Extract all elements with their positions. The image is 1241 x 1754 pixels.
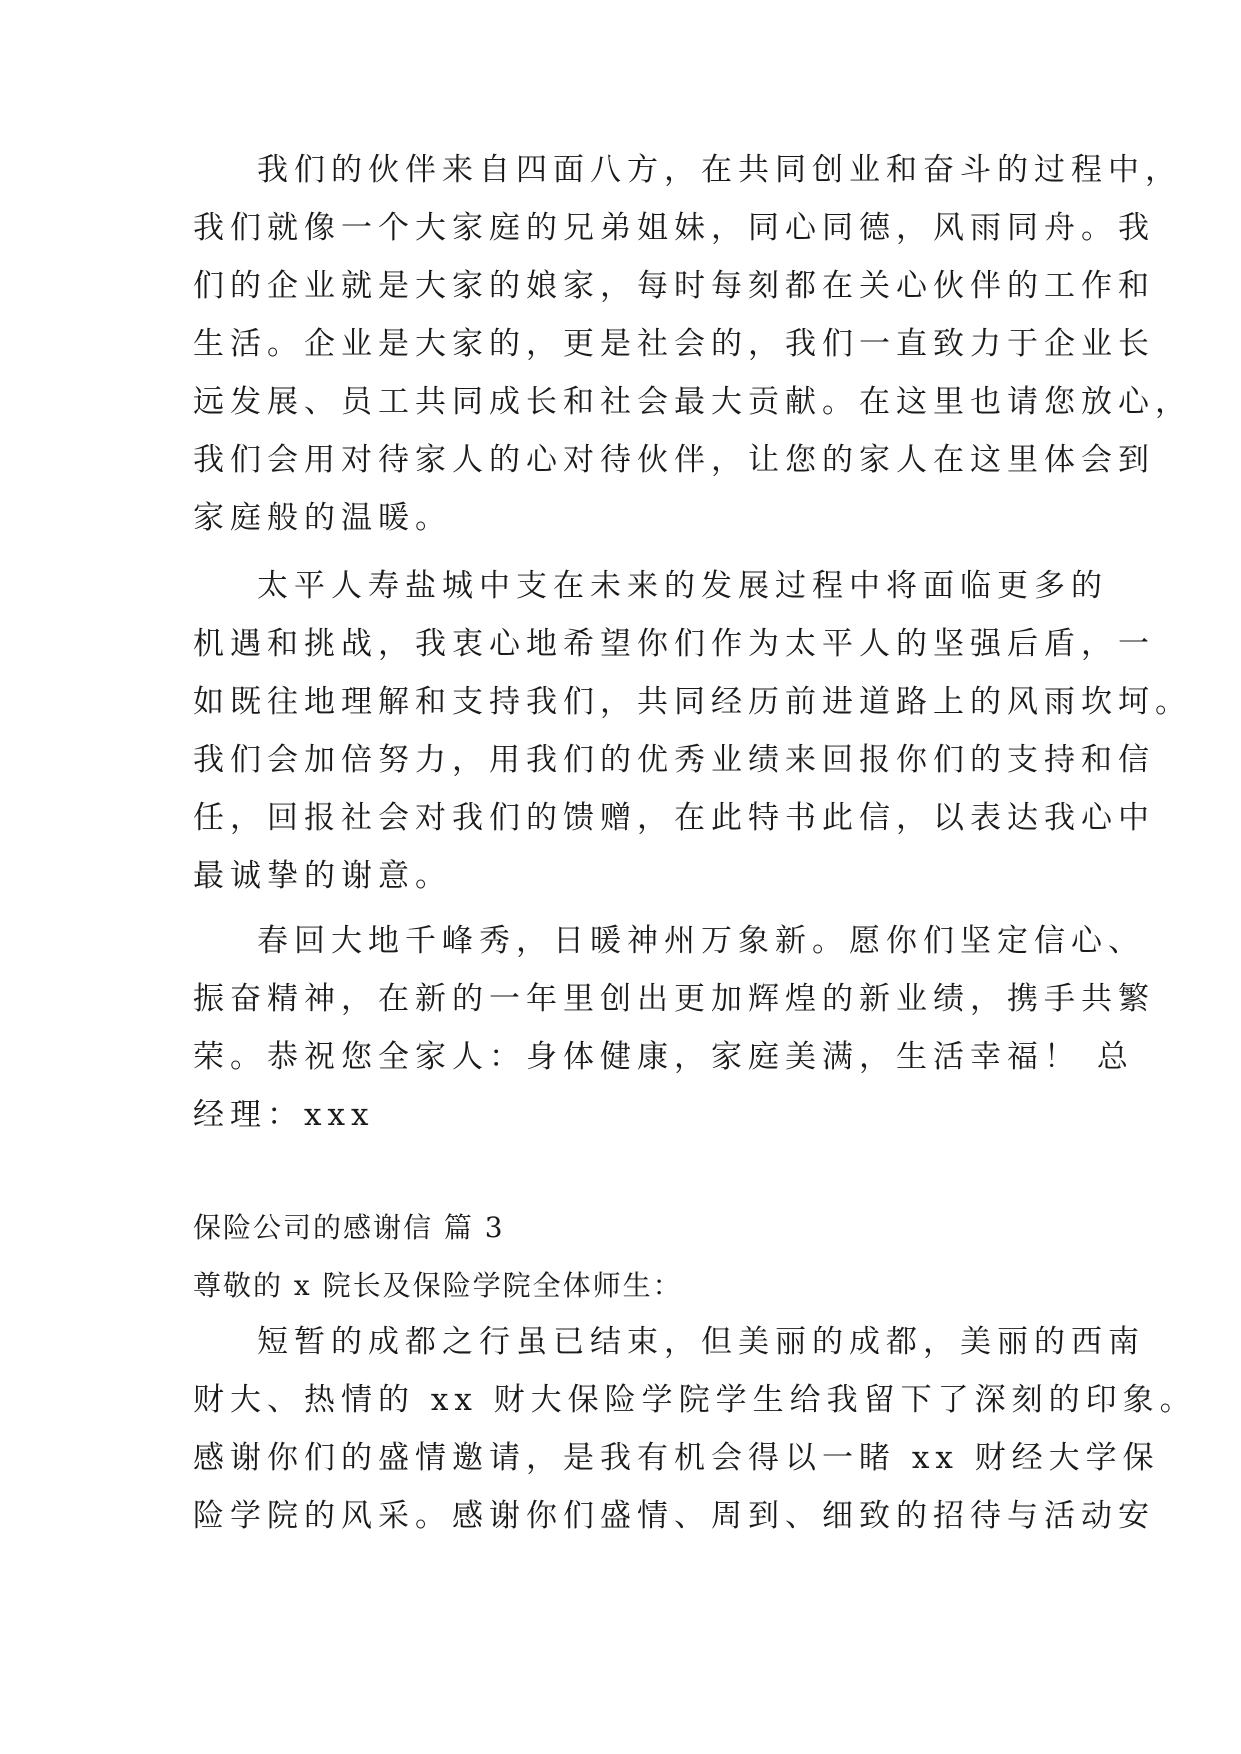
paragraph-3-line-3: 荣。恭祝您全家人：身体健康，家庭美满，生活幸福！ 总 [193,1039,1134,1075]
paragraph-2-line-5: 任，回报社会对我们的馈赠，在此特书此信，以表达我心中 [193,800,1155,836]
paragraph-3-line-2: 振奋精神，在新的一年里创出更加辉煌的新业绩，携手共繁 [193,981,1155,1017]
paragraph-1-line-2: 我们就像一个大家庭的兄弟姐妹，同心同德，风雨同舟。我 [193,210,1155,246]
section-3-salutation: 尊敬的 x 院长及保险学院全体师生： [193,1269,683,1302]
paragraph-1-line-5: 远发展、员工共同成长和社会最大贡献。在这里也请您放心， [193,384,1192,420]
section-3-line-4: 险学院的风采。感谢你们盛情、周到、细致的招待与活动安 [193,1498,1155,1534]
paragraph-2-line-2: 机遇和挑战，我衷心地希望你们作为太平人的坚强后盾，一 [193,626,1155,662]
section-3-title: 保险公司的感谢信 篇 3 [193,1211,505,1244]
paragraph-2-line-4: 我们会加倍努力，用我们的优秀业绩来回报你们的支持和信 [193,742,1155,778]
paragraph-1-line-1: 我们的伙伴来自四面八方，在共同创业和奋斗的过程中， [257,152,1182,188]
section-3-line-1: 短暂的成都之行虽已结束，但美丽的成都，美丽的西南 [257,1324,1145,1360]
paragraph-1-line-3: 们的企业就是大家的娘家，每时每刻都在关心伙伴的工作和 [193,268,1155,304]
paragraph-3-line-1: 春回大地千峰秀，日暖神州万象新。愿你们坚定信心、 [257,923,1145,959]
paragraph-1-line-7: 家庭般的温暖。 [193,500,452,536]
paragraph-3-line-4: 经理：xxx [193,1097,375,1133]
section-3-line-2: 财大、热情的 xx 财大保险学院学生给我留下了深刻的印象。 [193,1382,1197,1418]
section-3-line-3: 感谢你们的盛情邀请，是我有机会得以一睹 xx 财经大学保 [193,1440,1160,1476]
paragraph-1-line-4: 生活。企业是大家的，更是社会的，我们一直致力于企业长 [193,326,1155,362]
paragraph-1-line-6: 我们会用对待家人的心对待伙伴，让您的家人在这里体会到 [193,442,1155,478]
paragraph-2-line-6: 最诚挚的谢意。 [193,858,452,894]
paragraph-2-line-3: 如既往地理解和支持我们，共同经历前进道路上的风雨坎坷。 [193,684,1192,720]
paragraph-2-line-1: 太平人寿盐城中支在未来的发展过程中将面临更多的 [257,568,1108,604]
